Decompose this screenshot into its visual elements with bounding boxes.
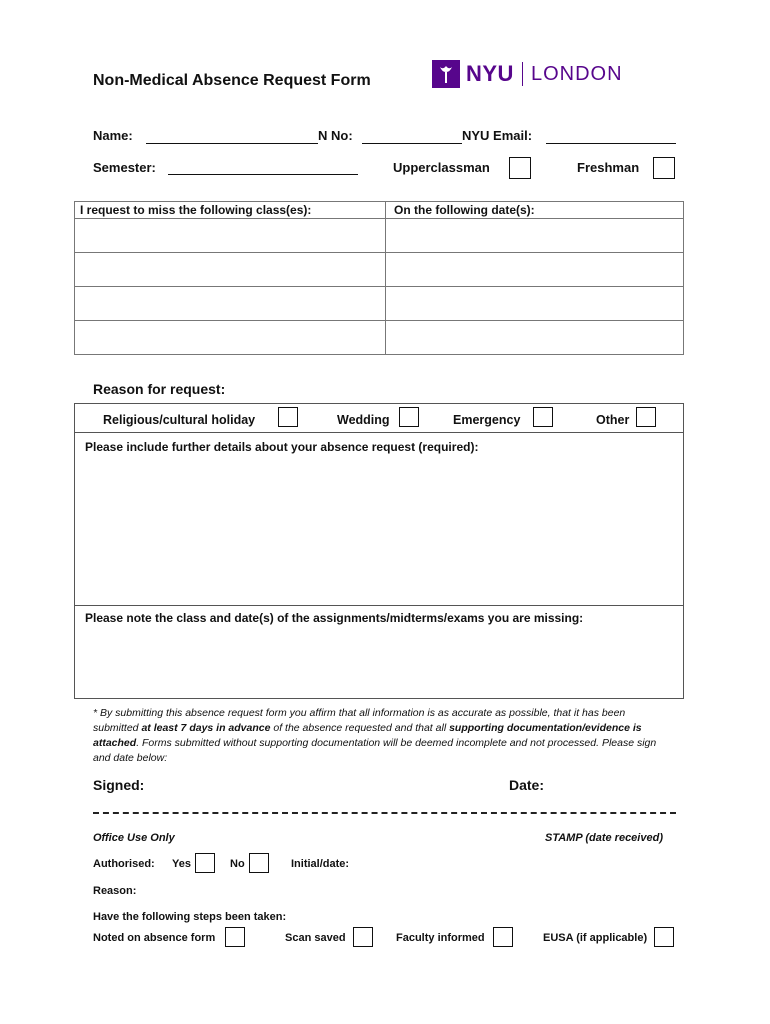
date-cell[interactable] [386,253,684,287]
class-dates-table [74,201,684,355]
signature-date-field[interactable] [555,770,675,796]
name-label: Name: [93,128,133,143]
disclaimer-emphasis: at least 7 days in advance [141,722,271,734]
details-prompt: Please include further details about your absence request (required): [85,440,479,454]
signature-field[interactable] [155,770,475,796]
wedding-label: Wedding [337,413,390,427]
disclaimer-part: * By submitting this absence request form you affirm that all information is as accurate as possible, that it has been submitted [93,707,626,734]
authorised-no-checkbox[interactable] [249,853,269,873]
reason-heading: Reason for request: [93,381,226,397]
freshman-label: Freshman [577,160,640,175]
disclaimer-part: of the absence requested and that all [270,722,450,734]
date-cell[interactable] [386,287,684,321]
date-label: Date: [509,777,545,793]
reason-box [74,403,684,699]
semester-field[interactable] [168,174,358,175]
other-label: Other [596,413,630,427]
freshman-checkbox[interactable] [653,157,675,179]
yes-label: Yes [172,858,191,870]
logo-nyu-text: NYU [466,61,514,86]
logo-london-text: LONDON [530,62,623,85]
divider [75,432,683,433]
upperclassman-checkbox[interactable] [509,157,531,179]
authorised-label: Authorised: [93,858,155,870]
emergency-checkbox[interactable] [533,407,553,427]
scan-saved-label: Scan saved [285,932,346,944]
noted-on-absence-form-checkbox[interactable] [225,927,245,947]
assignments-prompt: Please note the class and date(s) of the assignments/midterms/exams you are missing: [85,611,584,625]
upperclassman-label: Upperclassman [393,160,490,175]
class-cell[interactable] [75,253,386,287]
class-cell[interactable] [75,287,386,321]
office-use-label: Office Use Only [93,832,175,844]
page-title: Non-Medical Absence Request Form [93,72,371,89]
eusa-checkbox[interactable] [654,927,674,947]
disclaimer-part: . Forms submitted without supporting documentation will be deemed incomplete and not processed. Please sign and date below: [93,737,657,764]
cut-line-divider [93,812,676,814]
signed-label: Signed: [93,777,145,793]
faculty-informed-checkbox[interactable] [493,927,513,947]
faculty-informed-label: Faculty informed [396,932,485,944]
noted-on-absence-form-label: Noted on absence form [93,932,216,944]
scan-saved-checkbox[interactable] [353,927,373,947]
date-cell[interactable] [386,321,684,355]
other-checkbox[interactable] [636,407,656,427]
class-cell[interactable] [75,219,386,253]
n-number-label: N No: [318,128,353,143]
torch-icon [432,60,460,88]
divider [75,605,683,606]
table-row [75,287,684,321]
religious-holiday-label: Religious/cultural holiday [103,413,256,427]
emergency-label: Emergency [453,413,521,427]
nyu-london-logo [432,60,637,88]
table-row [75,321,684,355]
date-cell[interactable] [386,219,684,253]
eusa-label: EUSA (if applicable) [543,932,648,944]
table-row [75,253,684,287]
dates-header: On the following date(s): [386,202,684,219]
semester-label: Semester: [93,160,156,175]
class-cell[interactable] [75,321,386,355]
logo-divider [522,62,523,86]
table-header-row [75,202,684,219]
nyu-email-field[interactable] [546,143,676,144]
disclaimer-text [93,706,663,766]
steps-heading: Have the following steps been taken: [93,911,287,923]
initial-date-label: Initial/date: [291,858,350,870]
name-field[interactable] [146,143,318,144]
nyu-email-label: NYU Email: [462,128,533,143]
wedding-checkbox[interactable] [399,407,419,427]
classes-header: I request to miss the following class(es): [75,202,386,219]
religious-holiday-checkbox[interactable] [278,407,298,427]
assignments-textarea[interactable] [80,630,678,694]
office-reason-label: Reason: [93,885,137,897]
stamp-label: STAMP (date received) [545,832,663,844]
details-textarea[interactable] [80,459,678,602]
no-label: No [230,858,245,870]
disclaimer-emphasis: supporting documentation/evidence is attached [93,722,642,749]
table-row [75,219,684,253]
authorised-yes-checkbox[interactable] [195,853,215,873]
n-number-field[interactable] [362,143,462,144]
